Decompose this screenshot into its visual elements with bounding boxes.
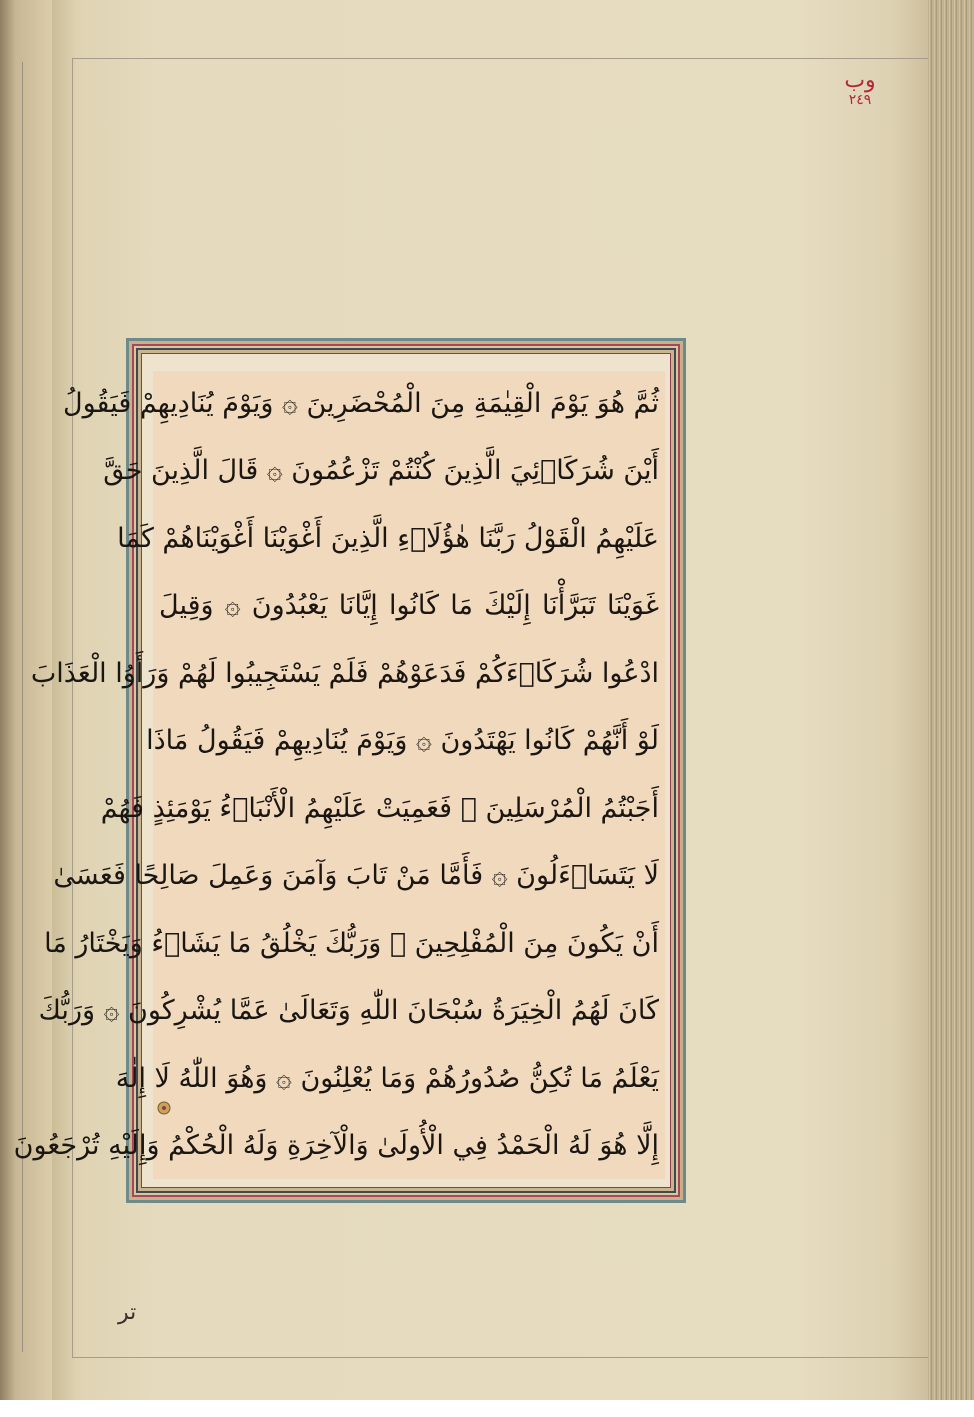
text-line: يَعْلَمُ مَا تُكِنُّ صُدُورُهُمْ وَمَا يُعْلِنُونَ ۞ وَهُوَ اللّٰهُ لَا إِلٰهَ: [115, 1062, 659, 1094]
text-line: أَيْنَ شُرَكَاۤئِيَ الَّذِينَ كُنْتُمْ تَزْعُمُونَ ۞ قَالَ الَّذِينَ حَقَّ: [103, 455, 659, 487]
text-line: غَوَيْنَا تَبَرَّأْنَا إِلَيْكَ مَا كَانُوا إِيَّانَا يَعْبُدُونَ ۞ وَقِيلَ: [159, 590, 659, 622]
text-line: كَانَ لَهُمُ الْخِيَرَةُ سُبْحَانَ اللّٰهِ وَتَعَالَىٰ عَمَّا يُشْرِكُونَ ۞ وَرَبُّكَ: [38, 995, 659, 1027]
text-line: عَلَيْهِمُ الْقَوْلُ رَبَّنَا هٰؤُلَاۤءِ الَّذِينَ أَغْوَيْنَا أَغْوَيْنَاهُمْ كَمَا: [117, 522, 659, 554]
text-line: ثُمَّ هُوَ يَوْمَ الْقِيٰمَةِ مِنَ الْمُحْضَرِينَ ۞ وَيَوْمَ يُنَادِيهِمْ فَيَقُولُ: [62, 388, 659, 419]
text-line: لَوْ أَنَّهُمْ كَانُوا يَهْتَدُونَ ۞ وَيَوْمَ يُنَادِيهِمْ فَيَقُولُ مَاذَا: [146, 725, 659, 757]
text-line: إِلَّا هُوَ لَهُ الْحَمْدُ فِي الْأُولَىٰ وَالْآخِرَةِ وَلَهُ الْحُكْمُ وَإِلَيْهِ تُرْجَعُونَ: [13, 1129, 659, 1161]
folio-abjad: وب: [844, 68, 876, 93]
text-frame: [13, 338, 686, 1203]
folio-number: [836, 70, 884, 108]
text-line: أَنْ يَكُونَ مِنَ الْمُفْلِحِينَ ۞ وَرَبُّكَ يَخْلُقُ مَا يَشَاۤءُ وَيَخْتَارُ مَا: [44, 927, 659, 959]
text-line: لَا يَتَسَاۤءَلُونَ ۞ فَأَمَّا مَنْ تَابَ وَآمَنَ وَعَمِلَ صَالِحًا فَعَسَىٰ: [53, 860, 659, 892]
folio-numeral: ٢٤٩: [848, 92, 872, 108]
catchword: تر: [118, 1300, 137, 1325]
text-line: أَجَبْتُمُ الْمُرْسَلِينَ ۞ فَعَمِيَتْ عَلَيْهِمُ الْأَنْبَاۤءُ يَوْمَئِذٍ فَهُمْ: [100, 792, 659, 824]
text-line: ادْعُوا شُرَكَاۤءَكُمْ فَدَعَوْهُمْ فَلَمْ يَسْتَجِيبُوا لَهُمْ وَرَأَوُا الْعَذَابَ: [30, 657, 659, 689]
stacked-page-edges: [928, 0, 974, 1400]
gilt-marginal-rosette-icon: [157, 1101, 171, 1115]
bottom-margin: [0, 1400, 974, 1417]
text-block: [13, 371, 665, 1179]
